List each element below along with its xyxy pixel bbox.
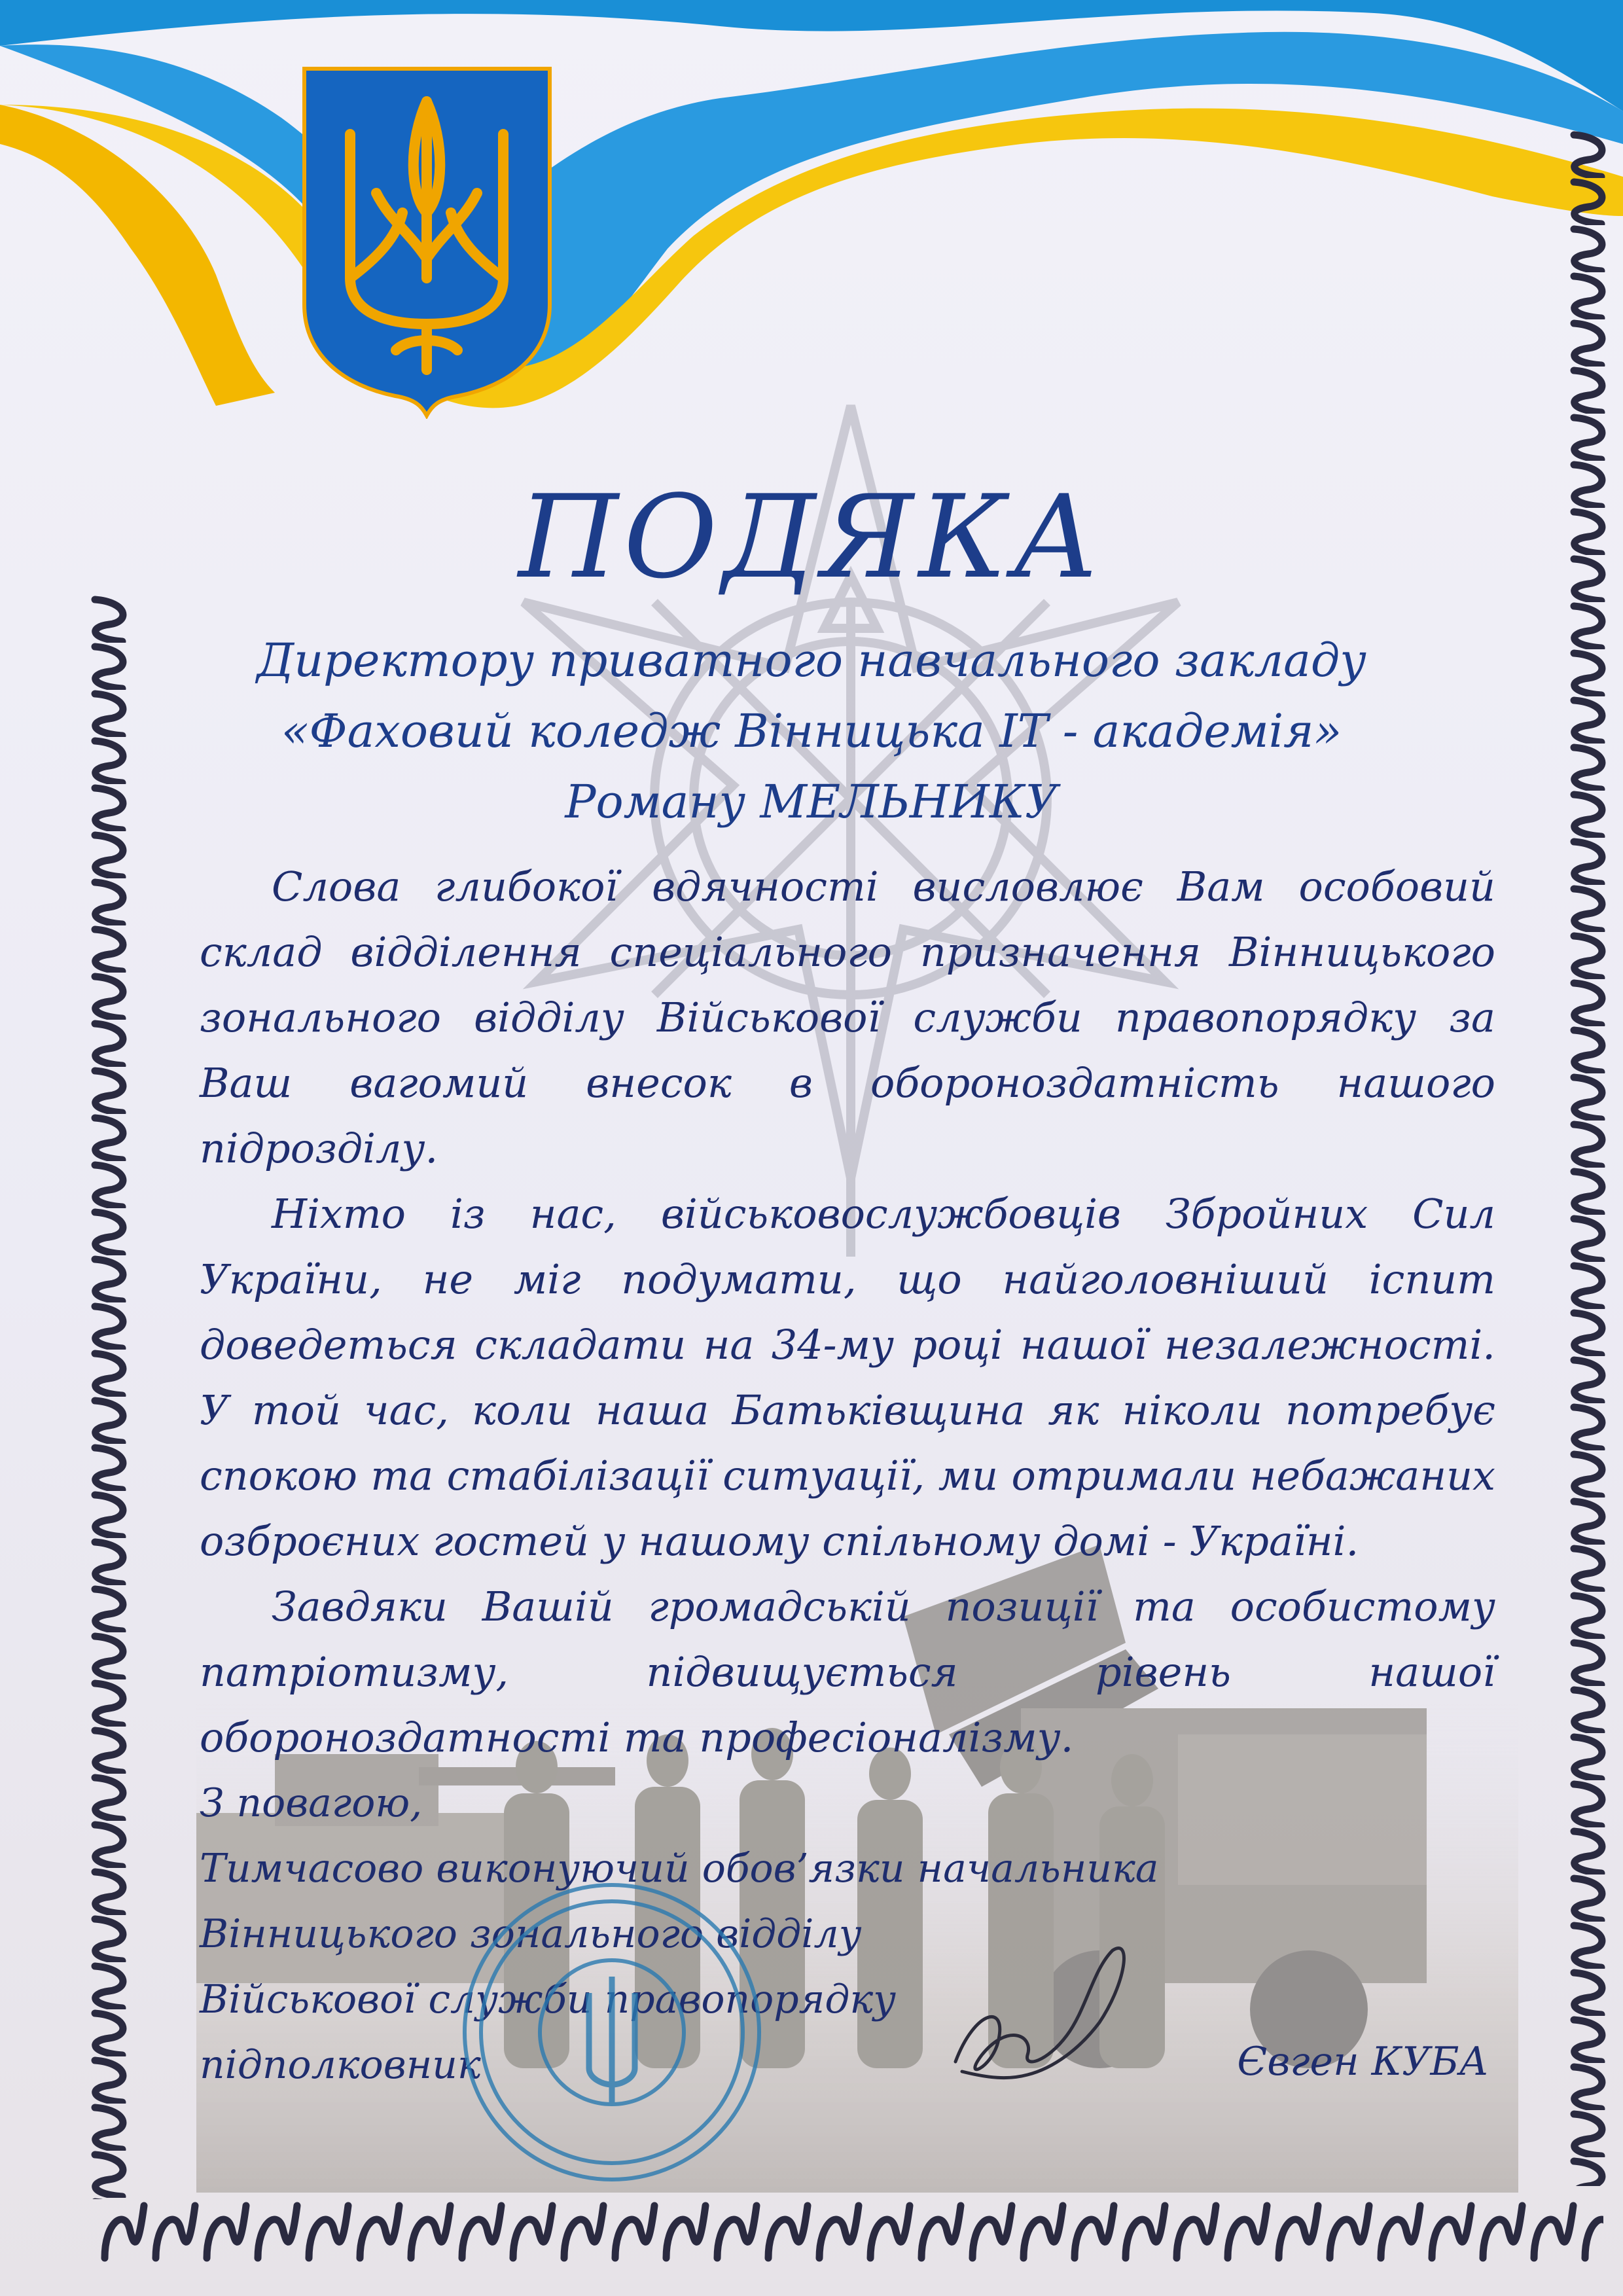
decorative-border-right bbox=[1554, 131, 1623, 2186]
closing-line: З повагою, bbox=[200, 1780, 423, 1826]
decorative-border-bottom bbox=[98, 2196, 1603, 2268]
addressee-line: «Фаховий коледж Вінницька ІТ - академія» bbox=[281, 704, 1342, 758]
document-title: ПОДЯКА bbox=[518, 471, 1105, 604]
signer-rank: підполковник bbox=[200, 2042, 481, 2088]
closing-line: Тимчасово виконуючий обов’язки начальника bbox=[200, 1846, 1159, 1892]
addressee-block bbox=[196, 625, 1427, 837]
decorative-border-left bbox=[75, 596, 144, 2199]
body-paragraph: Слова глибокої вдячності висловлює Вам особовий склад відділення спеціального призначення Вінницького зонального відділу Військової служби правопорядку за Ваш вагомий внесок в обороноздатність нашого підрозділу. bbox=[200, 863, 1495, 1172]
letter-body bbox=[200, 854, 1495, 1770]
addressee-line: Директору приватного навчального закладу bbox=[257, 634, 1366, 687]
closing-line: Вінницького зонального відділу bbox=[200, 1911, 862, 1957]
signer-name: Євген КУБА bbox=[1237, 2039, 1489, 2085]
stamp-icon bbox=[458, 1878, 766, 2186]
closing-line: Військової служби правопорядку bbox=[200, 1977, 897, 2022]
ukrainian-flag-banner bbox=[0, 0, 1623, 458]
coat-of-arms-icon bbox=[298, 62, 556, 419]
signature-icon bbox=[936, 1931, 1152, 2101]
body-paragraph: Ніхто із нас, військовослужбовців Збройних Сил України, не міг подумати, що найголовніший іспит доведеться складати на 34-му році нашої незалежності. У той час, коли наша Батьківщина як ніколи потребує спокою та стабілізації ситуації, ми отримали небажаних озброєних гостей у нашому спільному домі - Україні. bbox=[200, 1190, 1495, 1565]
addressee-line: Роману МЕЛЬНИКУ bbox=[565, 775, 1058, 829]
body-paragraph: Завдяки Вашій громадській позиції та особистому патріотизму, підвищується рівень нашої обороноздатності та професіоналізму. bbox=[200, 1583, 1495, 1761]
